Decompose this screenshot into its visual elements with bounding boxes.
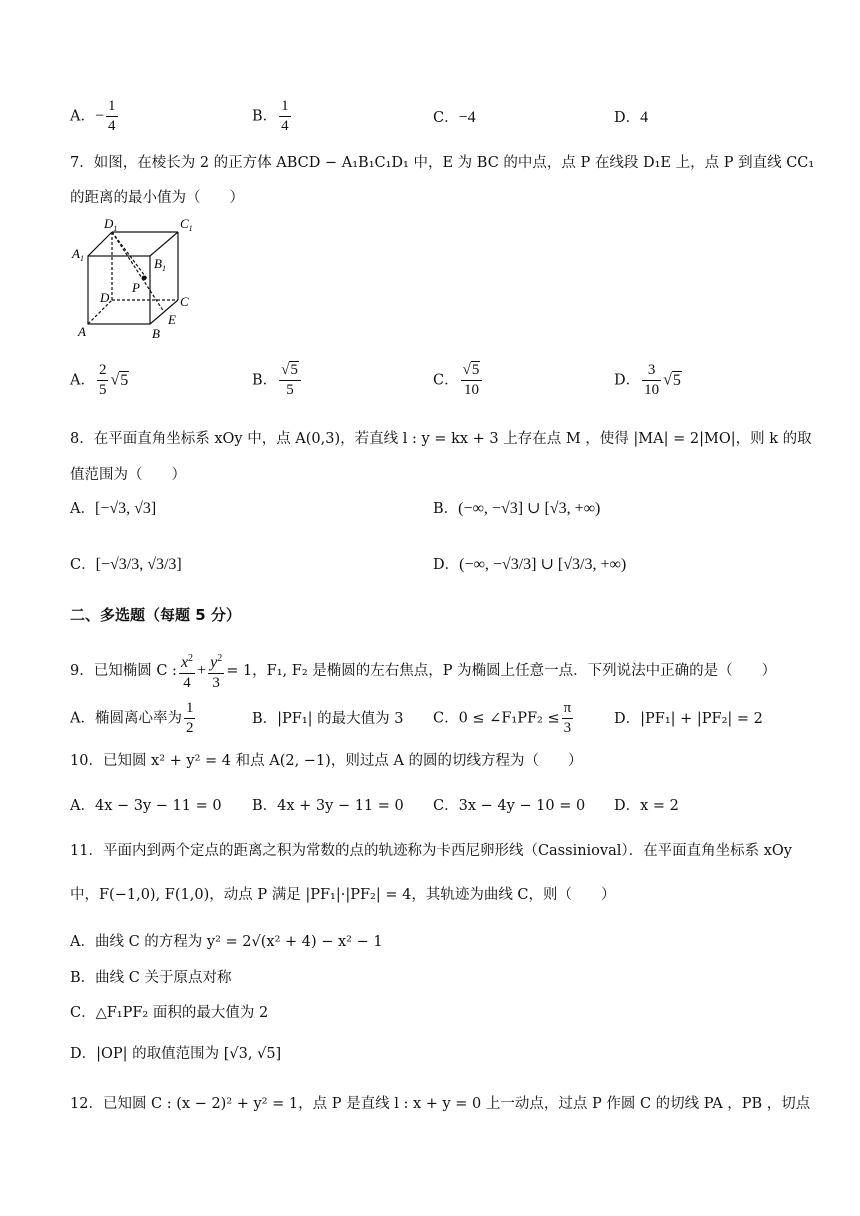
q11-stem-line1: 11．平面内到两个定点的距离之积为常数的点的轨迹称为卡西尼卵形线（Cassinioval）．在平面直角坐标系 xOy [70, 843, 793, 859]
q8-stem-line1: 8．在平面直角坐标系 xOy 中，点 A(0,3)，若直线 l : y = kx + 3 上存在点 M ，使得 |MA| = 2|MO|，则 k 的取 [70, 431, 812, 447]
q11-stem-line2: 中，F(−1,0), F(1,0)，动点 P 满足 |PF₁|·|PF₂| = 4，其轨迹为曲线 C，则（ ） [70, 887, 616, 903]
q6-option-a: A．− $\frac{1}{4}$ [70, 98, 116, 134]
q7-stem-line1: 7．如图，在棱长为 2 的正方体 ABCD − A₁B₁C₁D₁ 中，E 为 BC 的中点，点 P 在线段 D₁E 上，点 P 到直线 CC₁ [70, 155, 815, 171]
q9-option-c: C．0 ≤ ∠F₁PF₂ ≤ $\frac{\pi}{3}$ [433, 700, 572, 736]
q9-option-a: A．椭圆离心率为 $\frac{1}{2}$ [70, 700, 194, 736]
q6-option-c: C．−4 [433, 109, 476, 126]
q10-option-c: C．3x − 4y − 10 = 0 [433, 798, 586, 814]
q7-option-c: C． $\frac{√5}{10}$ [433, 362, 484, 399]
q8-option-b: B．(−∞, −√3] ∪ [√3, +∞) [433, 500, 601, 517]
q10-stem: 10．已知圆 x² + y² = 4 和点 A(2, −1)，则过点 A 的圆的切线方程为（ ） [70, 753, 583, 769]
svg-text:E: E [168, 312, 176, 327]
svg-text:B: B [152, 326, 160, 341]
q7-stem-line2: 的距离的最小值为（ ） [70, 190, 244, 206]
q8-option-c: C．[−√3/3, √3/3] [70, 556, 182, 573]
svg-text:A: A [78, 324, 86, 339]
q11-option-a: A．曲线 C 的方程为 y² = 2√(x² + 4) − x² − 1 [70, 934, 383, 950]
point-p [142, 276, 147, 281]
q10-option-a: A．4x − 3y − 11 = 0 [70, 798, 222, 814]
q9-stem: 9．已知椭圆 C : $\frac{x^2}{4}$ + $\frac{y^2}{3}$ = 1，F₁, F₂ 是椭圆的左右焦点，P 为椭圆上任意一点．下列说法中正确的是（ ） [70, 650, 776, 692]
q8-option-d: D．(−∞, −√3/3] ∪ [√3/3, +∞) [433, 556, 627, 573]
q12-stem: 12．已知圆 C : (x − 2)² + y² = 1，点 P 是直线 l : x + y = 0 上一动点，过点 P 作圆 C 的切线 PA ，PB ，切点 [70, 1096, 811, 1112]
q7-option-d: D． $\frac{3}{10}$ √5 [614, 362, 681, 398]
svg-text:P: P [132, 280, 140, 295]
svg-text:B1: $B_1$ [154, 256, 166, 273]
svg-text:C1: $C_1$ [180, 216, 193, 233]
svg-text:A1: $A_1$ [72, 246, 84, 263]
q9-option-d: D．|PF₁| + |PF₂| = 2 [614, 711, 763, 727]
q6-option-d: D．4 [614, 109, 649, 126]
q9-option-b: B．|PF₁| 的最大值为 3 [252, 711, 404, 727]
q8-stem-line2: 值范围为（ ） [70, 467, 186, 483]
svg-text:D: D [100, 290, 110, 305]
q11-option-d: D．|OP| 的取值范围为 [√3, √5] [70, 1046, 282, 1062]
q7-option-b: B． $\frac{√5}{5}$ [252, 362, 303, 399]
q11-option-b: B．曲线 C 关于原点对称 [70, 970, 232, 986]
q6-option-b: B． $\frac{1}{4}$ [252, 98, 289, 134]
q10-option-b: B．4x + 3y − 11 = 0 [252, 798, 404, 814]
q11-option-c: C．△F₁PF₂ 面积的最大值为 2 [70, 1005, 269, 1021]
q7-cube-figure [70, 214, 200, 344]
front-face [88, 256, 150, 324]
svg-text:D1: $D_1$ [104, 216, 118, 233]
q10-option-d: D．x = 2 [614, 798, 679, 814]
q7-option-a: A． $\frac{2}{5}$ √5 [70, 362, 129, 398]
q8-option-a: A．[−√3, √3] [70, 500, 157, 517]
section-title: 二、多选题（每题 5 分） [70, 606, 241, 624]
svg-text:C: C [180, 294, 189, 309]
